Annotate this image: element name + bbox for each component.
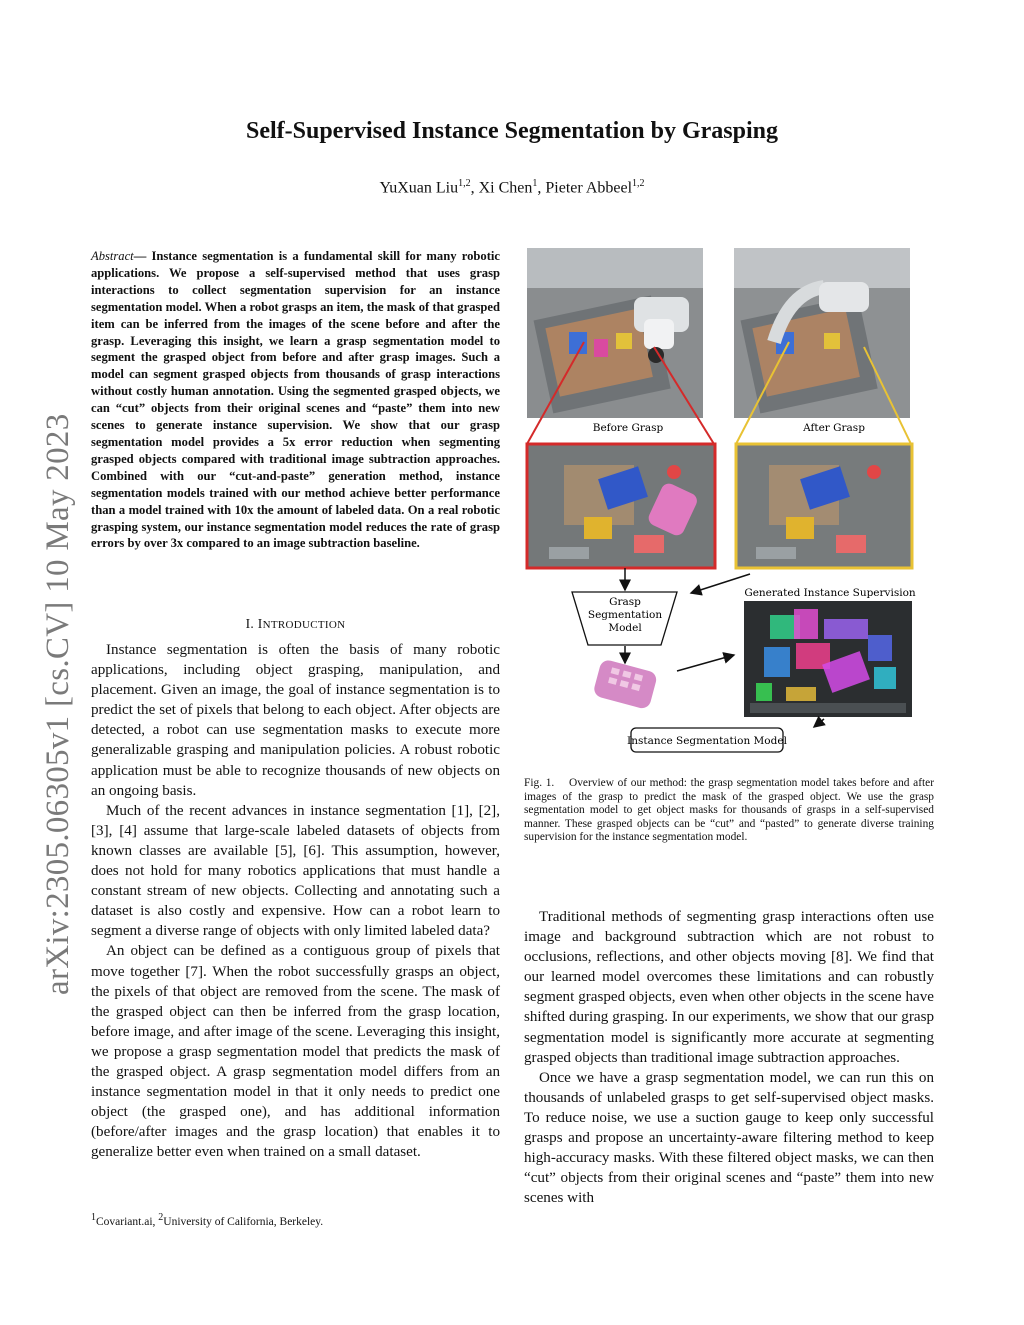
paragraph: Once we have a grasp segmentation model, we can run this on thousands of unlabeled grasps to get self-supervised object masks. To reduce noise, we use a suction gauge to keep only successful grasps and propose an uncertainty-aware filtering method to keep high-accuracy masks. With these filtered object masks, we can then “cut” objects from their original scenes and “paste” them into new scenes with — [524, 1069, 934, 1207]
figure-caption — [524, 777, 934, 845]
after-scene-photo — [734, 248, 910, 418]
author-name: YuXuan Liu — [379, 179, 459, 197]
right-column-body — [524, 907, 934, 1208]
introduction-body — [91, 640, 500, 1162]
caption-text: Overview of our method: the grasp segmentation model takes before and after images of the grasp to predict the mask of the grasped object. We use the grasp segmentation model to get object masks for thousands of grasps in a self-supervised manner. These grasped objects can be “cut” and “pasted” to generate diverse training supervision for the instance segmentation model. — [524, 777, 935, 844]
arrow — [677, 655, 734, 671]
grasped-object-mask — [592, 658, 658, 710]
affiliation-footnote: $^1$Covariant.ai, $^2$University of California, Berkeley. — [91, 1212, 324, 1228]
paragraph: Instance segmentation is often the basis of many robotic applications, including object grasping, manipulation, and placement. Given an image, the goal of instance segmentation is to predict the set of pixels that belong to each object. After objects are detected, a robot can use segmentation masks to execute more generalizable grasping and manipulation policies. A robust robotic application must be able to recognize thousands of new objects on an ongoing basis. — [91, 642, 500, 799]
arrow — [814, 719, 824, 727]
author-affiliation: 1,2 — [632, 178, 645, 189]
author-affiliation: 1 — [532, 178, 538, 189]
author-name: Xi Chen — [478, 179, 533, 197]
abstract-text: — Instance segmentation is a fundamental skill for many robotic applications. We propose a self-supervised method that uses grasp interactions to collect segmentation supervision for an instance segmentation model. When a robot grasps an item, the mask of that grasped item can be inferred from the images of the scene before and after the grasp. Leveraging this insight, we learn a grasp segmentation model to segment the grasped object from before and after grasp images. Such a model can segment grasped objects from thousands of grasp interactions without costly human annotation. Using the segmented grasped objects, we can “cut” objects from their original scenes and “paste” them into new scenes to generate instance supervision. We show that our grasp segmentation model provides a 5x error reduction when segmenting grasped objects compared with traditional image subtraction approaches. Combined with our “cut-and-paste” generation method, instance segmentation models trained with our method achieve better performance than a model trained with 10x the amount of labeled data. On a real robotic grasping system, our instance segmentation model reduces the rate of grasp errors by over 3x compared to an image subtraction baseline. — [91, 249, 500, 551]
paper-title: Self-Supervised Instance Segmentation by Grasping — [245, 118, 779, 144]
paragraph: An object can be defined as a contiguous group of pixels that move together [7]. When the robot successfully grasps an object, the pixels of that object are removed from the scene. The mask of the grasped object can then be inferred from the grasp location, before image, and after image of the scene. Leveraging this insight, we propose a grasp segmentation model that predicts the mask of the grasped object. A grasp segmentation model differs from an instance segmentation model in that it only needs to predict one object (the grasped one), and has additional information (before/after images and the grasp location) that enables it to generalize better even when trained on a small dataset. — [91, 943, 500, 1161]
before-scene-photo — [527, 248, 703, 418]
arxiv-identifier: arXiv:2305.06305v1 [cs.CV] 10 May 2023 — [40, 413, 76, 995]
author-name: Pieter Abbeel — [545, 179, 633, 197]
section-heading-introduction: I. INTRODUCTION — [245, 616, 346, 631]
instance-model-label: Instance Segmentation Model — [627, 735, 787, 747]
author-list: YuXuan Liu$^{1,2}$, Xi Chen$^1$, Pieter Abbeel$^{1,2}$ — [379, 178, 645, 197]
model-label: Model — [608, 622, 642, 634]
arrow — [691, 574, 750, 593]
abstract-lead: Abstract — [91, 249, 134, 263]
before-grasp-label: Before Grasp — [592, 422, 664, 434]
generated-supervision-label: Generated Instance Supervision — [744, 587, 916, 599]
after-crop-photo — [736, 444, 912, 568]
model-label: Segmentation — [587, 609, 663, 621]
paragraph: Much of the recent advances in instance segmentation [1], [2], [3], [4] assume that large-scale labeled datasets of objects from known classes are available [5], [6]. This assumption, however, does not hold for many robotics applications that must handle a constant stream of new objects. Collecting and annotating such a dataset is also costly and expensive. How can a robot learn to segment a diverse range of objects with only limited labeled data? — [91, 802, 500, 940]
before-crop-photo — [527, 444, 715, 568]
paragraph: Traditional methods of segmenting grasp interactions often use image and background subtraction which are not robust to occlusions, reflections, and other objects moving [8]. We find that our learned model overcomes these limitations and can robustly segment grasped objects, even when other objects in the scene have shifted during grasping. In our experiments, we show that our grasp segmentation model is significantly more accurate at segmenting grasped objects than traditional image subtraction approaches. — [524, 909, 934, 1066]
after-grasp-label: After Grasp — [803, 422, 865, 434]
figure-overview — [524, 247, 934, 755]
abstract — [91, 248, 500, 552]
generated-supervision-image — [744, 601, 912, 717]
author-affiliation: 1,2 — [458, 178, 471, 189]
caption-label: Fig. 1. — [524, 777, 555, 789]
model-label: Grasp — [609, 596, 641, 608]
